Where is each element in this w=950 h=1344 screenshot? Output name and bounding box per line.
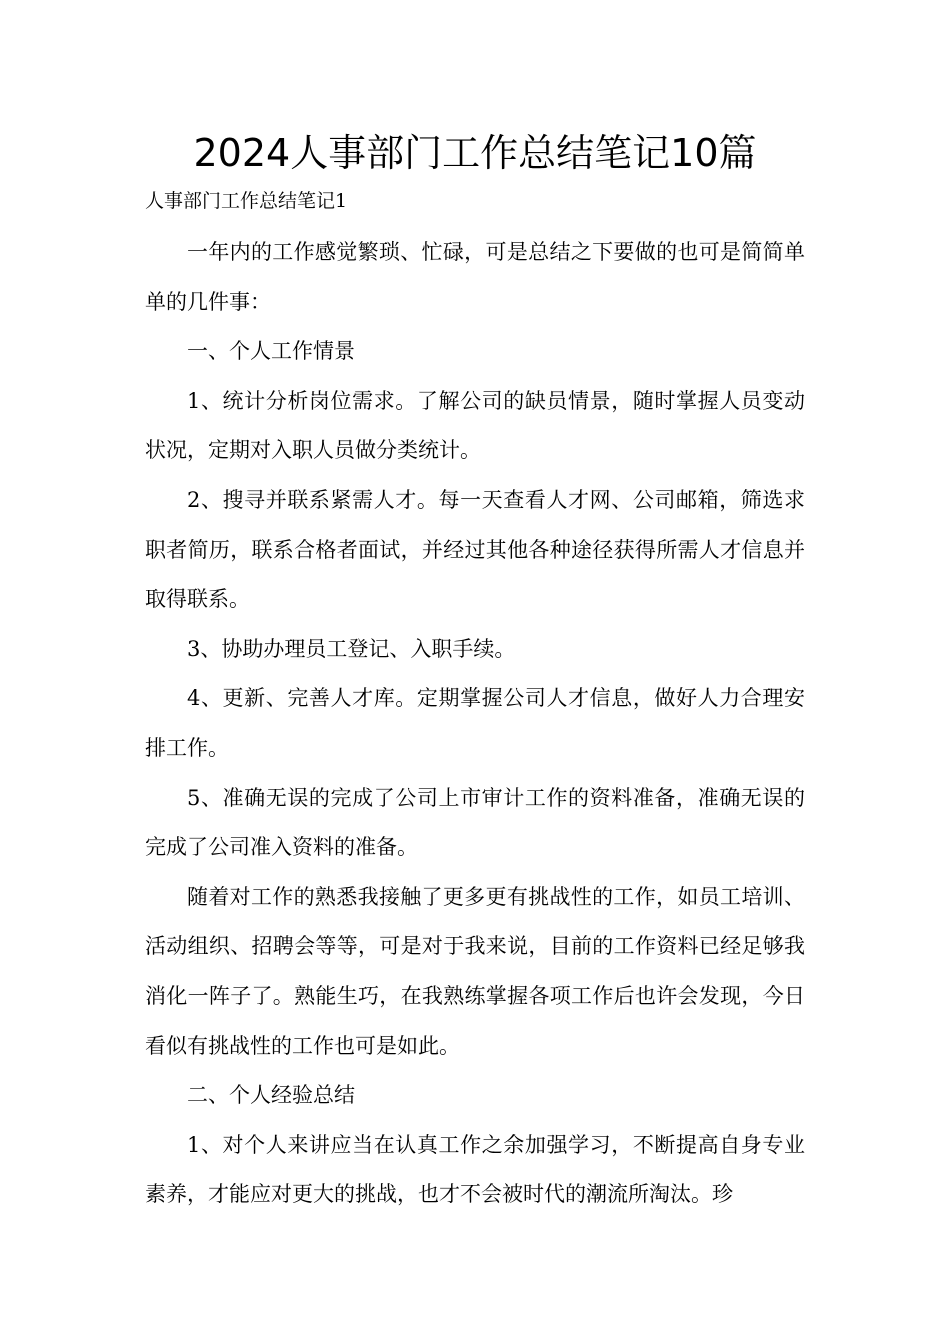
paragraph-intro: 一年内的工作感觉繁琐、忙碌，可是总结之下要做的也可是简简单单的几件事： — [145, 240, 805, 314]
paragraph-experience-1: 1、对个人来讲应当在认真工作之余加强学习，不断提高自身专业素养，才能应对更大的挑战，也才不会被时代的潮流所淘汰。珍 — [145, 1132, 805, 1207]
paragraph-challenges: 随着对工作的熟悉我接触了更多更有挑战性的工作，如员工培训、活动组织、招聘会等等，可是对于我来说，目前的工作资料已经足够我消化一阵子了。熟能生巧，在我熟练掌握各项工作后也许会发现，今日看似有挑战性的工作也可是如此。 — [145, 884, 805, 1058]
paragraph-item-5: 5、准确无误的完成了公司上市审计工作的资料准备，准确无误的完成了公司准入资料的准备。 — [145, 785, 805, 860]
section-heading-personal-work: 一、个人工作情景 — [187, 339, 355, 364]
document-subtitle: 人事部门工作总结笔记1 — [145, 190, 348, 212]
section-heading-experience: 二、个人经验总结 — [187, 1083, 355, 1108]
paragraph-item-2: 2、搜寻并联系紧需人才。每一天查看人才网、公司邮箱，筛选求职者简历，联系合格者面试，并经过其他各种途径获得所需人才信息并取得联系。 — [145, 487, 805, 612]
document-body — [145, 228, 805, 1220]
paragraph-item-4: 4、更新、完善人才库。定期掌握公司人才信息，做好人力合理安排工作。 — [145, 686, 805, 760]
paragraph-item-3: 3、协助办理员工登记、入职手续。 — [187, 636, 516, 661]
document-title: 2024人事部门工作总结笔记10篇 — [193, 131, 757, 175]
paragraph-item-1: 1、统计分析岗位需求。了解公司的缺员情景，随时掌握人员变动状况，定期对入职人员做分类统计。 — [145, 388, 805, 463]
